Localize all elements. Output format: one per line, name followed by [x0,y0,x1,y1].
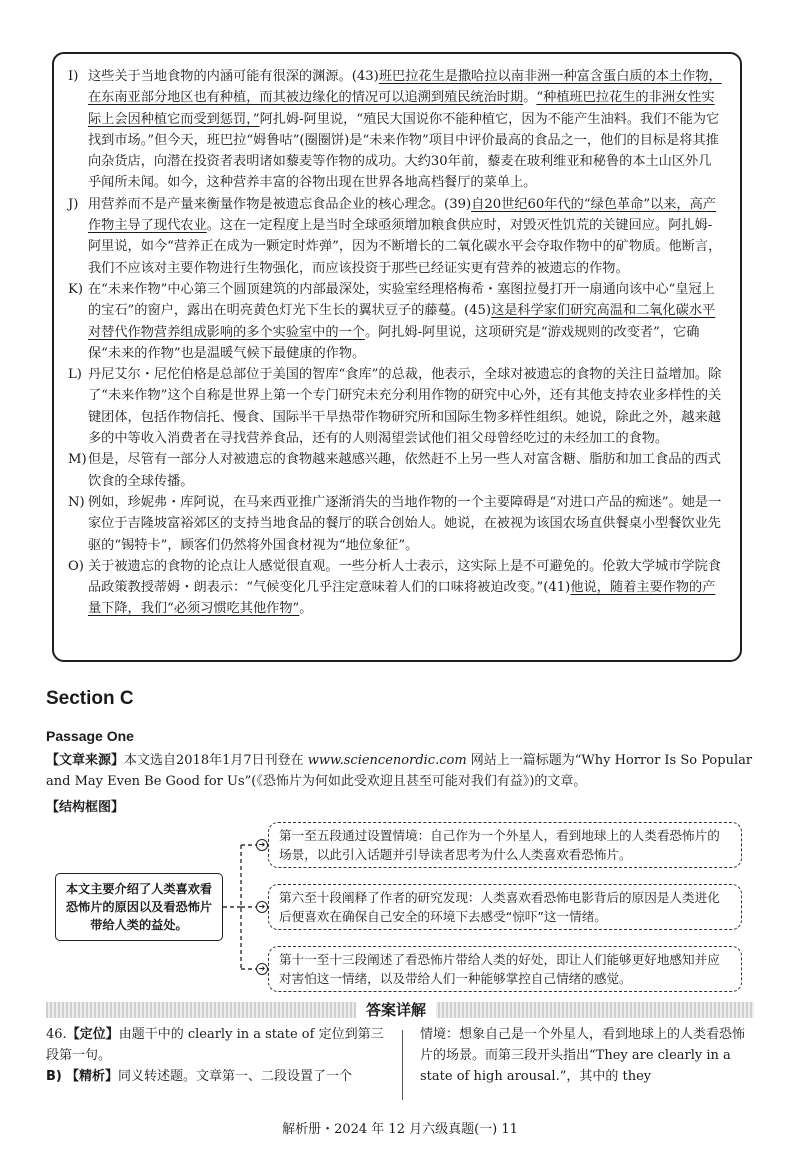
underlined-segment: 这是科学家们研究高温和二氧化碳水平对替代作物营养组成影响的多个实验室中的一个 [88,303,716,340]
q46-answer: B) [46,1069,62,1084]
q46-locate-line [46,1024,394,1066]
underlined-segment: 班巴拉花生是撒哈拉以南非洲一种富含蛋白质的本土作物，在东南亚部分地区也有种植，而其被边缘化的情况可以追溯到殖民统治时期 [88,69,722,106]
answer-header: 答案详解 [356,999,436,1020]
source-label: 【文章来源】 [46,753,125,768]
paragraph-label: O) [68,558,84,574]
arrow-circle-icon: ➜ [256,901,268,913]
text-segment: 。 [299,601,313,617]
arrow-circle-icon: ➜ [256,839,268,851]
paragraph-label: J) [68,196,79,212]
question-46 [46,1024,394,1087]
branch-box-1: 第一至五段通过设置情境：自己作为一个外星人，看到地球上的人类看恐怖片的场景，以此引入话题并引导读者思考为什么人类喜欢看恐怖片。 [268,822,742,868]
source-site: www.sciencenordic.com [307,753,467,768]
section-title: Section C [46,688,134,709]
main-summary-box: 本文主要介绍了人类喜欢看恐怖片的原因以及看恐怖片带给人类的益处。 [55,873,223,941]
paragraph-label: N) [68,494,85,510]
branch-box-3: 第十一至十三段阐述了看恐怖片带给人类的好处，即让人们能够更好地感知并应对害怕这一情绪，以及带给人们一种能够掌控自己情绪的感觉。 [268,946,742,992]
text-segment: 在“未来作物”中心第三个圆顶建筑的内部最深处，实验室经理格梅希・塞图拉曼打开一扇通向该中心“皇冠上的宝石”的窗户，露出在明亮黄色灯光下生长的翼状豆子的藤蔓。(45) [88,281,715,319]
passage-title: Passage One [46,728,134,744]
text-segment: 。 [523,90,537,106]
column-divider [402,1030,403,1100]
branch-box-2: 第六至十段阐释了作者的研究发现：人类喜欢看恐怖电影背后的原因是人类进化后便喜欢在确保自己安全的环境下去感受“惊吓”这一情绪。 [268,884,742,930]
source-text-before: 本文选自2018年1月7日刊登在 [124,753,308,768]
text-segment: 用营养而不是产量来衡量作物是被遗忘食品企业的核心理念。(39) [88,196,472,212]
q46-analysis-text: 同义转述题。文章第一、二段设置了一个 [118,1069,353,1084]
text-segment: 阿扎姆-阿里说，“殖民大国说你不能种植它，因为不能产生油料。我们不能为它找到市场。”但今天，班巴拉“姆鲁咕”(圈圈饼)是“未来作物”项目中评价最高的食品之一，他们的目标是将其推向杂货店，向潜在投资者表明诸如藜麦等作物的成功。大约30年前，藜麦在玻利维亚和秘鲁的本土山区外几乎闻所未闻。如今，这种营养丰富的谷物出现在世界各地高档餐厅的菜单上。 [88,111,720,191]
page-footer: 解析册・2024 年 12 月六级真题(一) 11 [282,1122,518,1137]
underlined-segment: 他说，随着主要作物的产量下降，我们“必须习惯吃其他作物” [88,580,716,617]
text-segment: 。阿扎姆-阿里说，这项研究是“游戏规则的改变者”，它确保“未来的作物”也是温暖气候下最健康的作物。 [88,324,700,361]
underlined-segment: 自20世纪60年代的“绿色革命”以来，高产作物主导了现代农业 [88,196,716,234]
structure-label: 【结构框图】 [46,800,125,815]
text-segment: 。这在一定程度上是当时全球亟须增加粮食供应时，对毁灭性饥荒的关键回应。阿扎姆-阿里说，如今“营养正在成为一颗定时炸弹”，因为不断增长的二氧化碳水平会夺取作物中的矿物质。他断言，我们不应该对主要作物进行生物强化，而应该投资于那些已经证实更有营养的被遗忘的作物。 [88,218,722,276]
q46-locate-label: 【定位】 [66,1027,119,1042]
paragraph-label: M) [68,452,87,468]
text-segment: 丹尼艾尔・尼佗伯格是总部位于美国的智库“食库”的总裁，他表示，全球对被遗忘的食物的关注日益增加。除了“未来作物”这个自称是世界上第一个专门研究未充分利用作物的研究中心外，还有其他支持农业多样性的关键团体，包括作物信托、慢食、国际半干旱热带作物研究所和国际生物多样性组织。她说，除此之外，越来越多的中等收入消费者在寻找营养食品，还有的人则渴望尝试他们祖父母曾经吃过的未经加工的食物。 [88,367,722,447]
right-column-text: 情境：想象自己是一个外星人，看到地球上的人类看恐怖片的场景。而第三段开头指出“They are clearly in a state of high arousal.”，其中的 they [420,1027,746,1084]
arrow-circle-icon: ➜ [256,963,268,975]
paragraph-label: I) [68,69,79,84]
q46-analysis-label: 【精析】 [66,1069,119,1084]
text-segment: 例如，珍妮弗・库阿说，在马来西亚推广逐渐消失的当地作物的一个主要障碍是“对进口产品的痴迷”。她是一家位于吉隆坡富裕郊区的支持当地食品的餐厅的联合创始人。她说，在被视为该国农场直供餐桌小型餐饮业先驱的“锡特卡”，顾客们仍然将外国食材视为“地位象征”。 [88,494,722,553]
paragraph-label: K) [68,281,83,297]
paragraph-label: L) [68,367,82,383]
q46-analysis-line [46,1066,394,1087]
q46-locate-text: 由题干中的 clearly in a state of 定位到第三段第一句。 [46,1027,384,1063]
q46-number: 46. [46,1027,67,1042]
text-segment: 这些关于当地食物的内涵可能有很深的渊源。(43) [88,69,379,84]
text-segment: 但是，尽管有一部分人对被遗忘的食物越来越感兴趣，依然赶不上另一些人对富含糖、脂肪和加工食品的西式饮食的全球传播。 [88,452,721,489]
source-text-after: 网站上一篇标题为“Why Horror Is So Popular and May Even Be Good for Us”(《恐怖片为何如此受欢迎且甚至可能对我们有益》)的文章。 [46,753,753,789]
text-segment: 关于被遗忘的食物的论点让人感觉很直观。一些分析人士表示，这实际上是不可避免的。伦敦大学城市学院食品政策教授蒂姆・朗表示：“气候变化几乎注定意味着人们的口味将被迫改变。”(41) [88,558,721,596]
underlined-segment: “种植班巴拉花生的非洲女性实际上会因种植它而受到惩罚，” [88,90,715,127]
